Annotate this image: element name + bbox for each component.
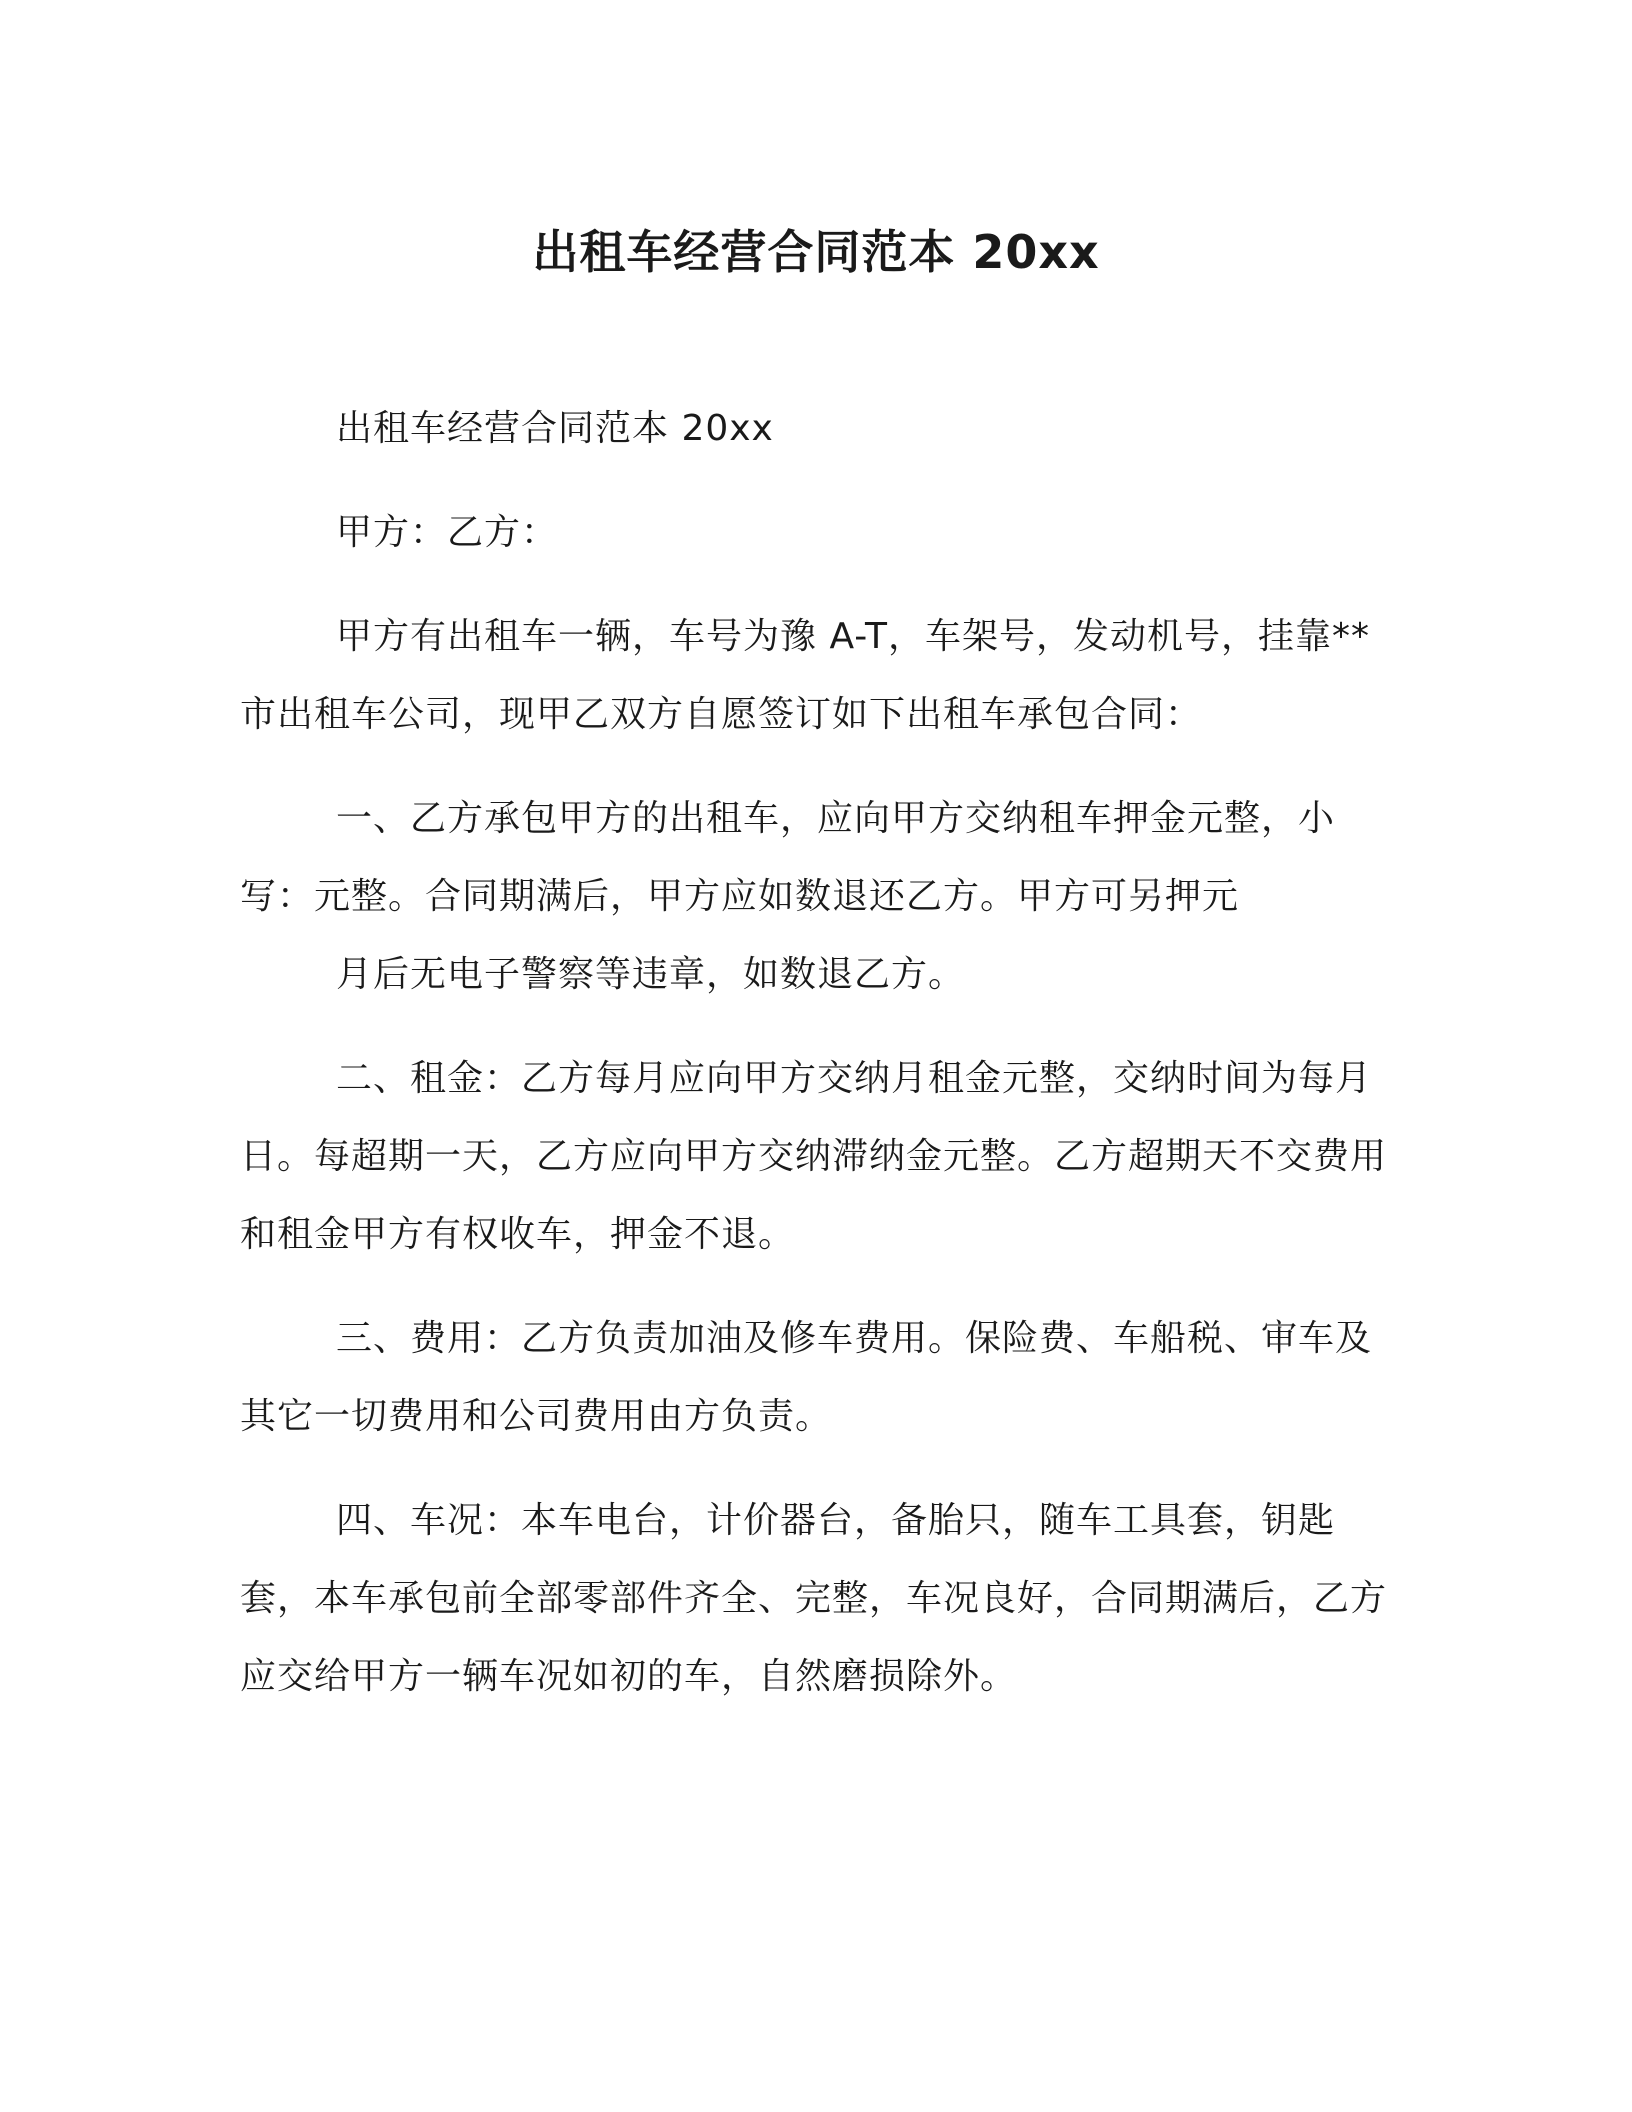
paragraph-clause-1: 一、乙方承包甲方的出租车，应向甲方交纳租车押金元整，小写：元整。合同期满后，甲方应如数退还乙方。甲方可另押元 <box>240 798 1336 917</box>
document-body <box>240 390 1400 1742</box>
paragraph-clause-4: 四、车况：本车电台，计价器台，备胎只，随车工具套，钥匙套，本车承包前全部零部件齐全、完整，车况良好，合同期满后，乙方应交给甲方一辆车况如初的车，自然磨损除外。 <box>240 1500 1388 1697</box>
paragraph-clause-3: 三、费用：乙方负责加油及修车费用。保险费、车船税、审车及其它一切费用和公司费用由方负责。 <box>240 1318 1373 1437</box>
paragraph-subtitle: 出租车经营合同范本 20xx <box>336 408 774 449</box>
paragraph-clause-1-continued: 月后无电子警察等违章，如数退乙方。 <box>336 954 966 995</box>
paragraph-parties: 甲方：乙方： <box>336 512 559 553</box>
document-title: 出租车经营合同范本 20xx <box>532 225 1100 279</box>
paragraph-intro: 甲方有出租车一辆，车号为豫 A-T，车架号，发动机号，挂靠**市出租车公司，现甲乙双方自愿签订如下出租车承包合同： <box>240 616 1370 735</box>
paragraph-clause-2: 二、租金：乙方每月应向甲方交纳月租金元整，交纳时间为每月日。每超期一天，乙方应向甲方交纳滞纳金元整。乙方超期天不交费用和租金甲方有权收车，押金不退。 <box>240 1058 1388 1255</box>
